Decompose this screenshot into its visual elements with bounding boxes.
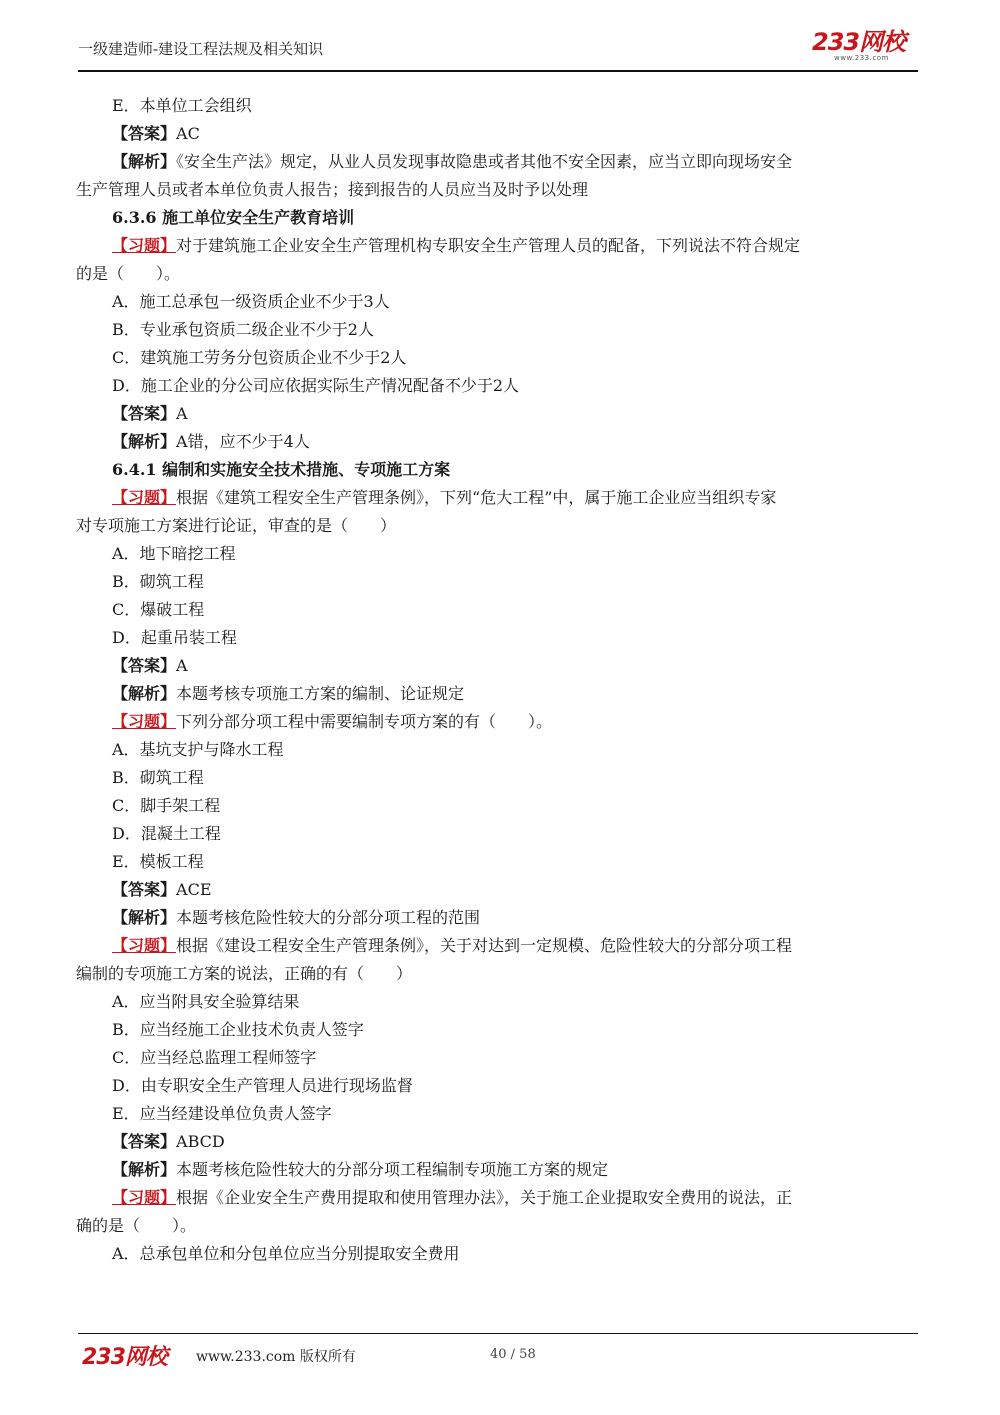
section-heading: 6.3.6 施工单位安全生产教育培训 [112,208,355,227]
answer-tag: 【答案】 [112,880,177,899]
header-title: 一级建造师-建设工程法规及相关知识 [78,40,324,58]
answer-line: 【答案】A [112,404,188,423]
footer-copyright: www.233.com 版权所有 [196,1349,356,1365]
option-line: D．混凝土工程 [112,824,221,843]
analysis-tag: 【解析】 [112,1160,177,1179]
answer-tag: 【答案】 [112,404,177,423]
option-line: C．应当经总监理工程师签字 [112,1048,317,1067]
option-line: A．地下暗挖工程 [112,544,236,563]
exercise-tag: 【习题】 [112,1188,177,1207]
exercise-continued: 编制的专项施工方案的说法，正确的有（ ） [76,964,413,983]
logo-url: www.233.com [834,54,889,62]
exercise-tag: 【习题】 [112,236,177,255]
footer-divider [78,1333,918,1334]
analysis-continued: 生产管理人员或者本单位负责人报告；接到报告的人员应当及时予以处理 [76,180,589,199]
analysis-line: 【解析】《安全生产法》规定，从业人员发现事故隐患或者其他不安全因素，应当立即向现场安全 [112,152,793,171]
analysis-line: 【解析】本题考核专项施工方案的编制、论证规定 [112,684,465,703]
option-line: B．砌筑工程 [112,768,204,787]
exercise-line: 【习题】根据《企业安全生产费用提取和使用管理办法》，关于施工企业提取安全费用的说法，正 [112,1188,793,1207]
exercise-continued: 对专项施工方案进行论证，审查的是（ ） [76,516,397,535]
option-line: A．施工总承包一级资质企业不少于3人 [112,292,390,311]
option-line: A．总承包单位和分包单位应当分别提取安全费用 [112,1244,460,1263]
option-line: C．建筑施工劳务分包资质企业不少于2人 [112,348,407,367]
option-line: D．施工企业的分公司应依据实际生产情况配备不少于2人 [112,376,520,395]
option-line: E．应当经建设单位负责人签字 [112,1104,332,1123]
answer-tag: 【答案】 [112,656,177,675]
exercise-tag: 【习题】 [112,936,177,955]
answer-line: 【答案】ABCD [112,1132,225,1151]
option-line: C．爆破工程 [112,600,205,619]
analysis-tag: 【解析】 [112,432,177,451]
option-line: B．砌筑工程 [112,572,204,591]
analysis-line: 【解析】本题考核危险性较大的分部分项工程编制专项施工方案的规定 [112,1160,609,1179]
exercise-continued: 确的是（ ）。 [76,1216,197,1235]
option-line: A．基坑支护与降水工程 [112,740,284,759]
answer-tag: 【答案】 [112,124,177,143]
option-line: E．本单位工会组织 [112,96,252,115]
exercise-line: 【习题】对于建筑施工企业安全生产管理机构专职安全生产管理人员的配备，下列说法不符合规定 [112,236,801,255]
answer-line: 【答案】AC [112,124,200,143]
footer-logo: 233网校 [82,1345,167,1370]
section-heading: 6.4.1 编制和实施安全技术措施、专项施工方案 [112,460,451,479]
brand-logo [812,30,922,64]
header-divider [78,70,918,72]
exercise-continued: 的是（ ）。 [76,264,181,283]
option-line: C．脚手架工程 [112,796,221,815]
answer-tag: 【答案】 [112,1132,177,1151]
option-line: D．起重吊装工程 [112,628,237,647]
analysis-line: 【解析】A错，应不少于4人 [112,432,310,451]
option-line: D．由专职安全生产管理人员进行现场监督 [112,1076,413,1095]
analysis-line: 【解析】本题考核危险性较大的分部分项工程的范围 [112,908,481,927]
option-line: B．应当经施工企业技术负责人签字 [112,1020,364,1039]
option-line: E．模板工程 [112,852,204,871]
analysis-tag: 【解析】 [112,908,177,927]
logo-text: 233网校 [812,28,906,56]
exercise-line: 【习题】根据《建筑工程安全生产管理条例》，下列“危大工程”中，属于施工企业应当组织专家 [112,488,777,507]
analysis-tag: 【解析】 [112,152,177,171]
analysis-tag: 【解析】 [112,684,177,703]
exercise-tag: 【习题】 [112,488,177,507]
option-line: B．专业承包资质二级企业不少于2人 [112,320,374,339]
answer-line: 【答案】ACE [112,880,212,899]
page-number: 40 / 58 [490,1347,536,1362]
exercise-line: 【习题】根据《建设工程安全生产管理条例》，关于对达到一定规模、危险性较大的分部分项工程 [112,936,793,955]
exercise-line: 【习题】下列分部分项工程中需要编制专项方案的有（ ）。 [112,712,553,731]
answer-line: 【答案】A [112,656,188,675]
exercise-tag: 【习题】 [112,712,177,731]
option-line: A．应当附具安全验算结果 [112,992,300,1011]
